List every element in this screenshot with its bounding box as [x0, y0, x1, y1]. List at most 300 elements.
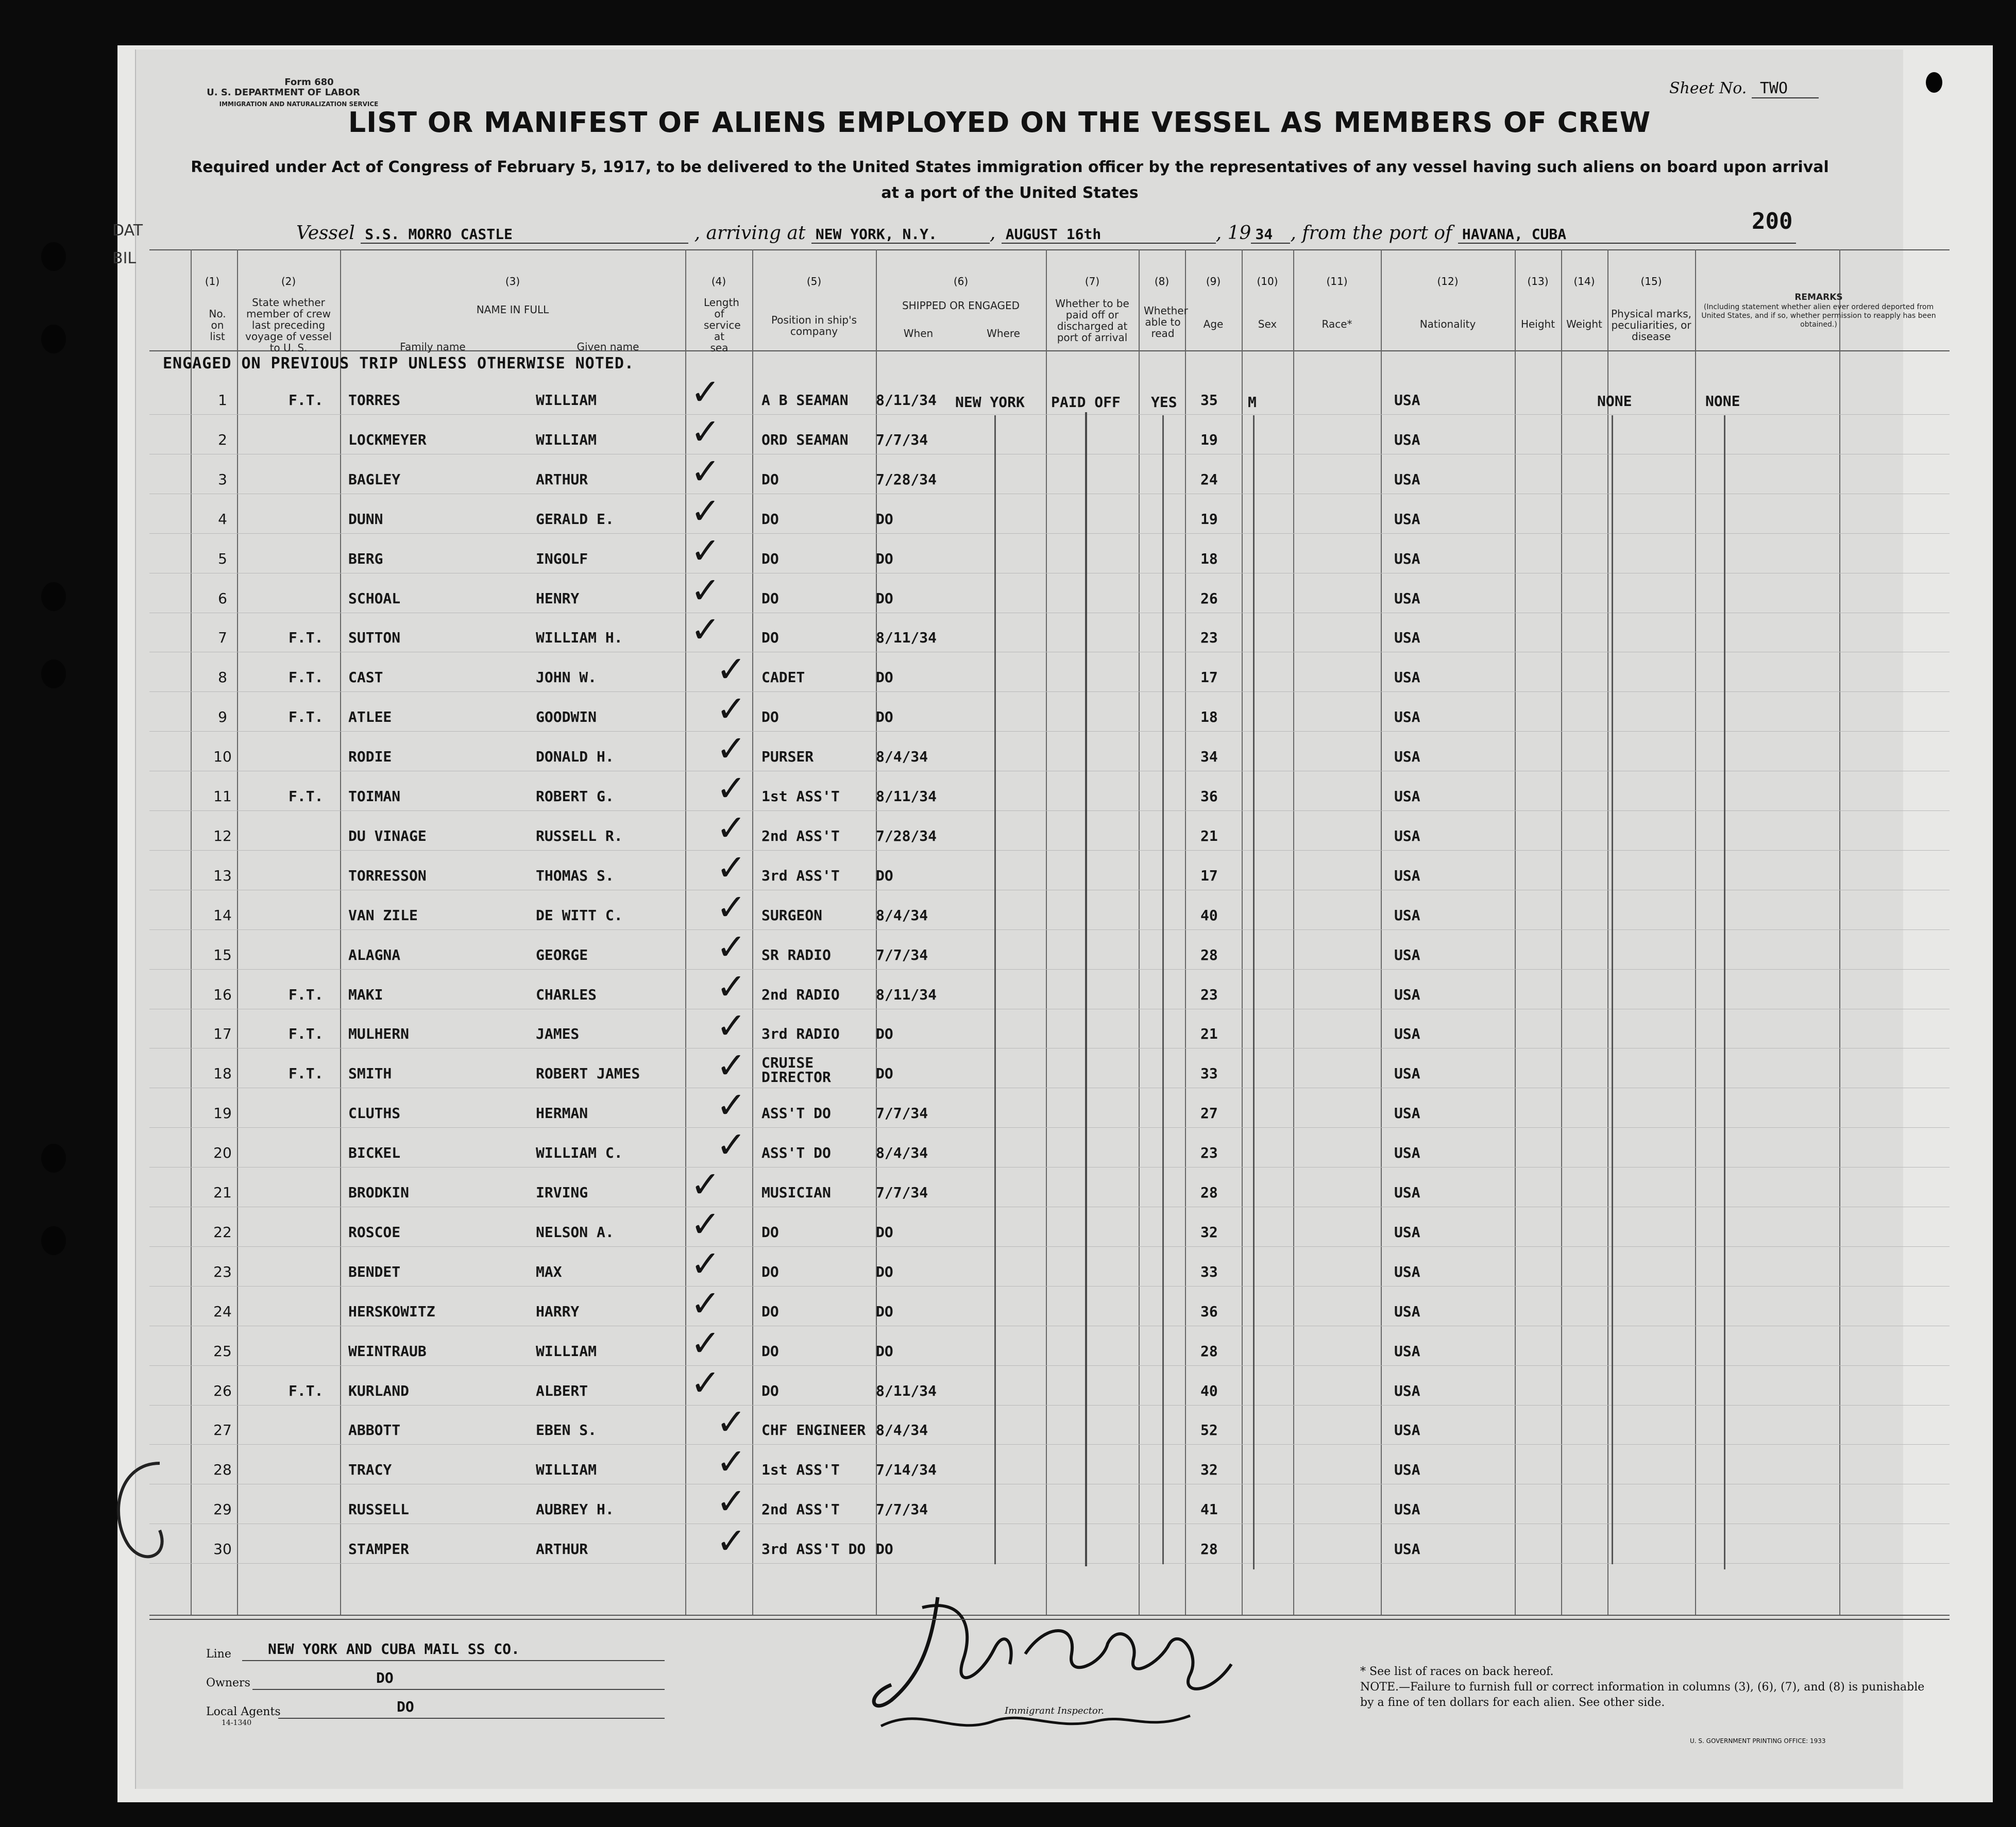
- age: 28: [1200, 1541, 1218, 1558]
- position: 3rd RADIO: [761, 1025, 840, 1042]
- row-rule: [149, 969, 1950, 970]
- age: 32: [1200, 1461, 1218, 1478]
- position: DO: [761, 1382, 779, 1399]
- given-name: DONALD H.: [536, 748, 614, 765]
- nationality: USA: [1394, 511, 1420, 528]
- row-number: 8: [218, 669, 227, 686]
- position: DO: [761, 629, 779, 646]
- agents-underline: [278, 1718, 665, 1719]
- stamp-number: 200: [1752, 208, 1793, 234]
- age: 19: [1200, 431, 1218, 448]
- nationality: USA: [1394, 1224, 1420, 1241]
- family-name: SUTTON: [348, 629, 401, 646]
- age: 21: [1200, 827, 1218, 844]
- nationality: USA: [1394, 431, 1420, 448]
- position: 1st ASS'T: [761, 788, 840, 805]
- check-mark-icon: ✓: [690, 1203, 721, 1245]
- form-department: U. S. DEPARTMENT OF LABOR: [207, 87, 360, 98]
- col3a-header: Family name: [400, 341, 466, 353]
- position: 3rd ASS'T DO: [761, 1541, 866, 1558]
- nationality: USA: [1394, 1382, 1420, 1399]
- engaged-when: DO: [876, 1224, 893, 1241]
- check-mark-icon: ✓: [716, 886, 747, 928]
- family-name: WEINTRAUB: [348, 1343, 427, 1360]
- prior-voyage: F.T.: [289, 708, 324, 725]
- check-mark-icon: ✓: [690, 1322, 721, 1364]
- arriving-label: , arriving at: [694, 223, 806, 244]
- col2-header: State whether member of crew last preceding voyage of vessel to U. S.: [245, 296, 332, 354]
- arrival-port: NEW YORK, N.Y.: [811, 226, 990, 244]
- check-mark-icon: ✓: [716, 847, 747, 889]
- family-name: ROSCOE: [348, 1224, 401, 1241]
- engaged-when: 8/4/34: [876, 748, 928, 765]
- check-mark-icon: ✓: [690, 530, 721, 572]
- col14-number: (14): [1573, 275, 1595, 287]
- engaged-when: DO: [876, 867, 893, 884]
- age: 41: [1200, 1501, 1218, 1518]
- col3b-header: Given name: [577, 341, 639, 353]
- check-mark-icon: ✓: [716, 1124, 747, 1166]
- prior-voyage: F.T.: [289, 669, 324, 686]
- age: 40: [1200, 1382, 1218, 1399]
- punch-hole: [41, 582, 66, 611]
- family-name: TRACY: [348, 1461, 392, 1478]
- nationality: USA: [1394, 1541, 1420, 1558]
- position: CADET: [761, 669, 805, 686]
- col13-header: Height: [1520, 318, 1555, 330]
- nationality: USA: [1394, 1343, 1420, 1360]
- age: 19: [1200, 511, 1218, 528]
- given-name: ARTHUR: [536, 1541, 588, 1558]
- col12-header: Nationality: [1419, 318, 1476, 330]
- age: 28: [1200, 1184, 1218, 1201]
- ditto-line-paid: [1085, 412, 1087, 1566]
- engaged-when: DO: [876, 1343, 893, 1360]
- family-name: MULHERN: [348, 1025, 410, 1042]
- nationality: USA: [1394, 788, 1420, 805]
- family-name: BICKEL: [348, 1144, 401, 1161]
- footer-note-penalty: NOTE.—Failure to furnish full or correct information in columns (3), (6), (7), and (8) is punishable by a fine of ten dollars for each alien. See other side.: [1360, 1681, 1925, 1709]
- family-name: BENDET: [348, 1263, 401, 1280]
- row-number: 28: [213, 1461, 232, 1478]
- given-name: GEORGE: [536, 946, 588, 963]
- year-prefix: 19: [1227, 223, 1251, 244]
- row-number: 6: [218, 590, 227, 607]
- age: 28: [1200, 1343, 1218, 1360]
- age: 27: [1200, 1105, 1218, 1122]
- prior-voyage: F.T.: [289, 1065, 324, 1082]
- col4-header: Length of service at sea: [704, 296, 741, 354]
- age: 36: [1200, 1303, 1218, 1320]
- row-number: 29: [213, 1501, 232, 1518]
- family-name: TOIMAN: [348, 788, 401, 805]
- row1-sex: M: [1248, 394, 1257, 411]
- engaged-when: 7/7/34: [876, 431, 928, 448]
- page-title: LIST OR MANIFEST OF ALIENS EMPLOYED ON THE VESSEL AS MEMBERS OF CREW: [348, 106, 1651, 139]
- engaged-when: 8/11/34: [876, 629, 937, 646]
- engaged-when: 7/7/34: [876, 946, 928, 963]
- owners-label: Owners: [206, 1677, 250, 1689]
- margin-text-1: DAT: [112, 222, 143, 240]
- given-name: INGOLF: [536, 550, 588, 567]
- col11-header: Race*: [1322, 318, 1352, 330]
- row1-remarks: NONE: [1705, 393, 1740, 410]
- position: DO: [761, 511, 779, 528]
- col5-header: Position in ship's company: [771, 314, 857, 337]
- nationality: USA: [1394, 1105, 1420, 1122]
- position: 2nd ASS'T: [761, 1501, 840, 1518]
- row-number: 13: [213, 867, 232, 884]
- age: 36: [1200, 788, 1218, 805]
- check-mark-icon: ✓: [716, 1005, 747, 1047]
- check-mark-icon: ✓: [690, 411, 721, 453]
- row1-paid-off: PAID OFF: [1051, 394, 1121, 411]
- col6-header: SHIPPED OR ENGAGED: [902, 299, 1020, 312]
- row-rule: [149, 1246, 1950, 1247]
- position: 2nd ASS'T: [761, 827, 840, 844]
- check-mark-icon: ✓: [716, 688, 747, 730]
- punch-hole: [41, 1144, 66, 1173]
- col4-number: (4): [711, 275, 726, 287]
- nationality: USA: [1394, 1461, 1420, 1478]
- check-mark-icon: ✓: [690, 371, 721, 413]
- col1-number: (1): [205, 275, 220, 287]
- margin-text-2: BIL: [112, 249, 137, 267]
- family-name: SCHOAL: [348, 590, 401, 607]
- from-label: , from the port of: [1290, 223, 1452, 244]
- vessel-label: Vessel: [296, 223, 355, 244]
- row-number: 5: [218, 550, 227, 567]
- row1-read: YES: [1151, 394, 1177, 411]
- age: 23: [1200, 986, 1218, 1003]
- row-number: 25: [213, 1343, 232, 1360]
- check-mark-icon: ✓: [690, 1362, 721, 1404]
- row-rule: [149, 414, 1950, 415]
- row-number: 20: [213, 1144, 232, 1161]
- age: 28: [1200, 946, 1218, 963]
- position: DO: [761, 1263, 779, 1280]
- row-rule: [149, 810, 1950, 811]
- given-name: GOODWIN: [536, 708, 597, 725]
- check-mark-icon: ✓: [716, 728, 747, 770]
- row-rule: [149, 1405, 1950, 1406]
- line-value: NEW YORK AND CUBA MAIL SS CO.: [268, 1640, 520, 1657]
- family-name: LOCKMEYER: [348, 431, 427, 448]
- check-mark-icon: ✓: [716, 926, 747, 968]
- row-number: 15: [213, 946, 232, 963]
- given-name: NELSON A.: [536, 1224, 614, 1241]
- check-mark-icon: ✓: [716, 1084, 747, 1126]
- nationality: USA: [1394, 986, 1420, 1003]
- position: DO: [761, 550, 779, 567]
- nationality: USA: [1394, 392, 1420, 409]
- position: DO: [761, 1224, 779, 1241]
- given-name: IRVING: [536, 1184, 588, 1201]
- age: 17: [1200, 669, 1218, 686]
- check-mark-icon: ✓: [716, 1441, 747, 1483]
- row-number: 3: [218, 471, 227, 488]
- position: ASS'T DO: [761, 1144, 831, 1161]
- given-name: HERMAN: [536, 1105, 588, 1122]
- engaged-note: ENGAGED ON PREVIOUS TRIP UNLESS OTHERWISE NOTED.: [163, 354, 634, 373]
- nationality: USA: [1394, 550, 1420, 567]
- col5-number: (5): [806, 275, 822, 287]
- position: DO: [761, 1343, 779, 1360]
- nationality: USA: [1394, 1501, 1420, 1518]
- nationality: USA: [1394, 471, 1420, 488]
- arrival-date: AUGUST 16th: [1002, 226, 1216, 244]
- age: 33: [1200, 1065, 1218, 1082]
- nationality: USA: [1394, 1303, 1420, 1320]
- engaged-when: 7/7/34: [876, 1501, 928, 1518]
- col13-number: (13): [1527, 275, 1549, 287]
- given-name: HARRY: [536, 1303, 580, 1320]
- engaged-when: 7/28/34: [876, 471, 937, 488]
- given-name: GERALD E.: [536, 511, 614, 528]
- age: 23: [1200, 629, 1218, 646]
- engaged-when: DO: [876, 590, 893, 607]
- given-name: WILLIAM C.: [536, 1144, 623, 1161]
- check-mark-icon: ✓: [690, 1282, 721, 1325]
- family-name: RODIE: [348, 748, 392, 765]
- nationality: USA: [1394, 669, 1420, 686]
- year-suffix: 34: [1251, 226, 1290, 244]
- given-name: WILLIAM: [536, 1461, 597, 1478]
- col8-number: (8): [1154, 275, 1170, 287]
- inspector-signature: [860, 1577, 1252, 1747]
- engaged-when: DO: [876, 1541, 893, 1558]
- col9-header: Age: [1203, 318, 1224, 330]
- row-rule: [149, 929, 1950, 930]
- prior-voyage: F.T.: [289, 1382, 324, 1399]
- age: 35: [1200, 392, 1218, 409]
- row-rule: [149, 533, 1950, 534]
- given-name: WILLIAM: [536, 1343, 597, 1360]
- row-number: 19: [213, 1105, 232, 1122]
- family-name: CAST: [348, 669, 383, 686]
- given-name: HENRY: [536, 590, 580, 607]
- position: DO: [761, 590, 779, 607]
- agents-value: DO: [397, 1698, 414, 1715]
- given-name: ARTHUR: [536, 471, 588, 488]
- col11-number: (11): [1326, 275, 1348, 287]
- inspector-label: Immigrant Inspector.: [1005, 1705, 1105, 1716]
- row-rule: [149, 1563, 1950, 1564]
- ditto-line-read: [1162, 415, 1164, 1564]
- nationality: USA: [1394, 1263, 1420, 1280]
- nationality: USA: [1394, 629, 1420, 646]
- row-number: 12: [213, 827, 232, 844]
- nationality: USA: [1394, 590, 1420, 607]
- punch-hole: [41, 1226, 66, 1255]
- age: 17: [1200, 867, 1218, 884]
- age: 32: [1200, 1224, 1218, 1241]
- given-name: EBEN S.: [536, 1422, 597, 1439]
- col3-header: NAME IN FULL: [476, 303, 549, 316]
- owners-underline: [252, 1689, 665, 1690]
- engaged-when: 8/4/34: [876, 1144, 928, 1161]
- row-number: 9: [218, 708, 227, 725]
- printer-credit: U. S. GOVERNMENT PRINTING OFFICE: 1933: [1690, 1737, 1826, 1745]
- age: 34: [1200, 748, 1218, 765]
- position: ORD SEAMAN: [761, 431, 849, 448]
- family-name: TORRESSON: [348, 867, 427, 884]
- row-number: 16: [213, 986, 232, 1003]
- prior-voyage: F.T.: [289, 629, 324, 646]
- position: CRUISE DIRECTOR: [761, 1054, 831, 1086]
- engaged-when: 8/11/34: [876, 1382, 937, 1399]
- check-mark-icon: ✓: [690, 490, 721, 532]
- col9-number: (9): [1206, 275, 1221, 287]
- position: MUSICIAN: [761, 1184, 831, 1201]
- age: 23: [1200, 1144, 1218, 1161]
- engaged-when: 7/7/34: [876, 1184, 928, 1201]
- age: 33: [1200, 1263, 1218, 1280]
- nationality: USA: [1394, 1065, 1420, 1082]
- family-name: DUNN: [348, 511, 383, 528]
- row-number: 4: [218, 511, 227, 528]
- position: 1st ASS'T: [761, 1461, 840, 1478]
- row-number: 23: [213, 1263, 232, 1280]
- given-name: DE WITT C.: [536, 907, 623, 924]
- age: 52: [1200, 1422, 1218, 1439]
- row-number: 21: [213, 1184, 232, 1201]
- engaged-when: 8/4/34: [876, 1422, 928, 1439]
- check-mark-icon: ✓: [716, 648, 747, 690]
- row-rule: [149, 1365, 1950, 1366]
- engaged-when: DO: [876, 550, 893, 567]
- row-number: 14: [213, 907, 232, 924]
- col6b-header: Where: [987, 327, 1020, 340]
- family-name: KURLAND: [348, 1382, 410, 1399]
- row-number: 1: [218, 392, 227, 409]
- nationality: USA: [1394, 867, 1420, 884]
- given-name: RUSSELL R.: [536, 827, 623, 844]
- from-port: HAVANA, CUBA: [1458, 226, 1796, 244]
- footer-notes: [1360, 1664, 1927, 1711]
- family-name: TORRES: [348, 392, 401, 409]
- family-name: DU VINAGE: [348, 827, 427, 844]
- age: 24: [1200, 471, 1218, 488]
- col15-number: (15): [1640, 275, 1662, 287]
- row-rule: [149, 731, 1950, 732]
- row-number: 24: [213, 1303, 232, 1320]
- check-mark-icon: ✓: [690, 1243, 721, 1285]
- given-name: ROBERT G.: [536, 788, 614, 805]
- check-mark-icon: ✓: [716, 807, 747, 849]
- prior-voyage: F.T.: [289, 986, 324, 1003]
- check-mark-icon: ✓: [716, 966, 747, 1008]
- engaged-when: 7/7/34: [876, 1105, 928, 1122]
- punch-hole: [41, 659, 66, 688]
- nationality: USA: [1394, 708, 1420, 725]
- prior-voyage: F.T.: [289, 392, 324, 409]
- row-number: 27: [213, 1422, 232, 1439]
- row-number: 2: [218, 431, 227, 448]
- family-name: STAMPER: [348, 1541, 410, 1558]
- col7-number: (7): [1085, 275, 1100, 287]
- line-label: Line: [206, 1648, 231, 1661]
- engaged-when: 7/14/34: [876, 1461, 937, 1478]
- footer-code: 14-1340: [222, 1719, 252, 1727]
- row-number: 18: [213, 1065, 232, 1082]
- position: 2nd RADIO: [761, 986, 840, 1003]
- nationality: USA: [1394, 748, 1420, 765]
- row1-where: NEW YORK: [955, 394, 1025, 411]
- page-subtitle: Required under Act of Congress of February 5, 1917, to be delivered to the United States immigration officer by the representatives of any vessel having such aliens on board upon arrival at a port of the United States: [191, 158, 1829, 202]
- form-service: IMMIGRATION AND NATURALIZATION SERVICE: [219, 100, 379, 108]
- engaged-when: DO: [876, 708, 893, 725]
- check-mark-icon: ✓: [716, 1044, 747, 1087]
- given-name: WILLIAM: [536, 392, 597, 409]
- family-name: VAN ZILE: [348, 907, 418, 924]
- row-number: 26: [213, 1382, 232, 1399]
- pen-loop-mark: [98, 1453, 180, 1577]
- nationality: USA: [1394, 1422, 1420, 1439]
- col1-header: No. on list: [209, 308, 226, 343]
- row-number: 30: [213, 1541, 232, 1558]
- col3-number: (3): [505, 275, 520, 287]
- row-number: 10: [213, 748, 232, 765]
- sheet-number-label: Sheet No.: [1669, 79, 1747, 97]
- nationality: USA: [1394, 946, 1420, 963]
- col6a-header: When: [903, 327, 934, 340]
- line-underline: [242, 1660, 665, 1661]
- engaged-when: DO: [876, 669, 893, 686]
- position: DO: [761, 708, 779, 725]
- punch-hole: [1926, 72, 1942, 93]
- form-number: Form 680: [284, 77, 334, 88]
- engaged-when: DO: [876, 511, 893, 528]
- family-name: RUSSELL: [348, 1501, 410, 1518]
- family-name: BAGLEY: [348, 471, 401, 488]
- col10-number: (10): [1257, 275, 1278, 287]
- given-name: ROBERT JAMES: [536, 1065, 640, 1082]
- position: 3rd ASS'T: [761, 867, 840, 884]
- row-number: 22: [213, 1224, 232, 1241]
- nationality: USA: [1394, 1025, 1420, 1042]
- family-name: HERSKOWITZ: [348, 1303, 435, 1320]
- given-name: CHARLES: [536, 986, 597, 1003]
- row-number: 7: [218, 629, 227, 646]
- given-name: MAX: [536, 1263, 562, 1280]
- age: 40: [1200, 907, 1218, 924]
- given-name: JAMES: [536, 1025, 580, 1042]
- ditto-line-sex: [1253, 415, 1255, 1569]
- check-mark-icon: ✓: [716, 767, 747, 809]
- prior-voyage: F.T.: [289, 1025, 324, 1042]
- given-name: THOMAS S.: [536, 867, 614, 884]
- owners-value: DO: [376, 1669, 394, 1686]
- check-mark-icon: ✓: [690, 1163, 721, 1206]
- row-rule: [149, 1127, 1950, 1128]
- footer-note-races: * See list of races on back hereof.: [1360, 1665, 1554, 1678]
- check-mark-icon: ✓: [716, 1520, 747, 1562]
- family-name: ALAGNA: [348, 946, 401, 963]
- prior-voyage: F.T.: [289, 788, 324, 805]
- col15-header: Physical marks, peculiarities, or disease: [1611, 308, 1692, 343]
- family-name: MAKI: [348, 986, 383, 1003]
- position: SR RADIO: [761, 946, 831, 963]
- col12-number: (12): [1437, 275, 1459, 287]
- sheet-number-value: TWO: [1752, 79, 1819, 98]
- nationality: USA: [1394, 907, 1420, 924]
- col10-header: Sex: [1258, 318, 1277, 330]
- punch-hole: [41, 242, 66, 271]
- row-rule: [149, 850, 1950, 851]
- engaged-when: 7/28/34: [876, 827, 937, 844]
- given-name: WILLIAM: [536, 431, 597, 448]
